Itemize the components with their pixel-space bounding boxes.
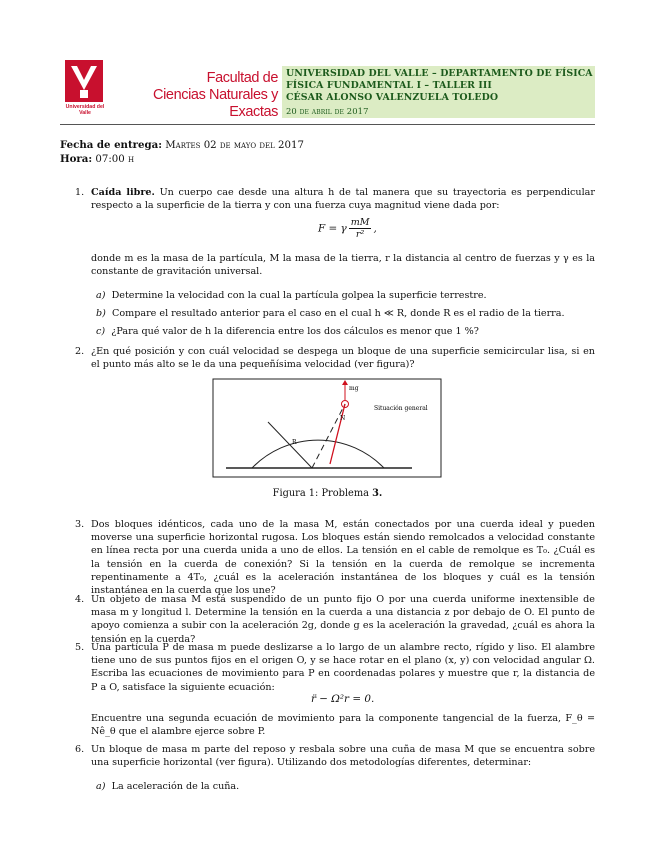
- equation-lhs: F = γ: [318, 222, 347, 235]
- problem-1-equation: [318, 217, 377, 240]
- problem-6-a-label: a): [96, 781, 106, 792]
- problem-1-c-text: ¿Para qué valor de h la diferencia entre los dos cálculos es menor que 1 %?: [111, 326, 479, 337]
- problem-6-a: [96, 780, 239, 793]
- faculty-line-2: Ciencias Naturales y Exactas: [153, 87, 278, 120]
- faculty-name: [110, 70, 278, 121]
- problem-2-number: 2.: [75, 346, 85, 357]
- header-course: FÍSICA FUNDAMENTAL I – TALLER III: [286, 80, 492, 92]
- problem-1-number: 1.: [75, 187, 85, 198]
- problem-6-text: Un bloque de masa m parte del reposo y resbala sobre una cuña de masa M que se encuentra sobre una superficie horizontal (ver figura). Utilizando dos metodologías diferentes, determinar:: [91, 744, 595, 769]
- problem-3-number: 3.: [75, 519, 85, 530]
- header-author: CÉSAR ALONSO VALENZUELA TOLEDO: [286, 92, 499, 104]
- time-unit: h: [128, 153, 135, 165]
- problem-5-equation: r̈ − Ω²r = 0.: [311, 693, 375, 705]
- figure-caption-prefix: Figura 1: Problema: [272, 488, 369, 499]
- header-rule: [60, 124, 595, 125]
- problem-6-a-text: La aceleración de la cuña.: [111, 781, 240, 792]
- problem-1-a: [96, 289, 487, 302]
- problem-1-b-text: Compare el resultado anterior para el caso en el cual h ≪ R, donde R es el radio de la tierra.: [112, 308, 565, 319]
- problem-1-title: Caída libre.: [91, 187, 155, 198]
- figure-caption-ref: 3.: [372, 488, 383, 499]
- header-lines: [286, 68, 596, 117]
- problem-5-after: Encuentre una segunda ecuación de movimiento para la componente tangencial de la fuerza, F_θ = Nê_θ que el alambre ejerce sobre P.: [91, 713, 595, 738]
- problem-5-number: 5.: [75, 642, 85, 653]
- problem-4-number: 4.: [75, 594, 85, 605]
- time-label: Hora:: [60, 152, 93, 165]
- semicircle-figure: [212, 378, 442, 478]
- label-n: N: [340, 415, 346, 422]
- problem-1-after: donde m es la masa de la partícula, M la masa de la tierra, r la distancia al centro de fuerzas y γ es la constante de gravitación universal.: [91, 253, 595, 278]
- time-value: 07:00: [95, 153, 125, 165]
- problem-1-c: [96, 325, 479, 338]
- faculty-line-1: Facultad de: [206, 70, 278, 86]
- equation-tail: ,: [373, 222, 377, 235]
- equation-numerator: mM: [350, 217, 370, 228]
- label-mg: mg: [349, 385, 359, 392]
- problem-3-text: Dos bloques idénticos, cada uno de la masa M, están conectados por una cuerda ideal y pueden moverse una superficie horizontal rugosa. Los bloques están siendo remolcados a velocidad constante en línea recta por una cuerda unida a uno de ellos. La tensión en el cable de remolque es T₀. ¿Cuál es la tensión en la cuerda de conexión? Si la tensión en la cuerda de remolque se incrementa repentinamente a 4T₀, ¿cuál es la aceleración instantánea de los bloques y cuál es la tensión instantánea en la cuerda que los une?: [91, 519, 595, 597]
- figure-caption: [0, 488, 655, 499]
- problem-1-text: Un cuerpo cae desde una altura h de tal manera que su trayectoria es perpendicular respecto a la superficie de la tierra y con una fuerza cuya magnitud viene dada por:: [91, 187, 595, 212]
- problem-1-b-label: b): [96, 308, 106, 319]
- problem-1-b: [96, 307, 565, 320]
- problem-5-text: Una partícula P de masa m puede deslizarse a lo largo de un alambre recto, rígido y liso. El alambre tiene uno de sus puntos fijos en el origen O, y se hace rotar en el plano (x, y) con velocidad angular Ω. Escriba las ecuaciones de movimiento para P en coordenadas polares y muestre que r, la distancia de P a O, satisface la siguiente ecuación:: [91, 642, 595, 693]
- delivery-label: Fecha de entrega:: [60, 139, 162, 151]
- problem-1-a-label: a): [96, 290, 106, 301]
- problem-6-number: 6.: [75, 744, 85, 755]
- header-date: 20 de abril de 2017: [286, 105, 369, 116]
- label-situation: Situación general: [374, 405, 428, 412]
- problem-1-a-text: Determine la velocidad con la cual la partícula golpea la superficie terrestre.: [111, 290, 487, 301]
- delivery-value: Martes 02 de mayo del 2017: [165, 140, 304, 151]
- problem-2-text: ¿En qué posición y con cuál velocidad se despega un bloque de una superficie semicircular lisa, si en el punto más alto se le da una pequeñísima velocidad (ver figura)?: [91, 346, 595, 371]
- problem-1-statement: [91, 186, 595, 212]
- logo-text: Universidad del Valle: [65, 104, 105, 116]
- delivery-info: [60, 139, 304, 166]
- label-r: R: [292, 439, 297, 446]
- problem-1-c-label: c): [96, 326, 106, 337]
- header-department: UNIVERSIDAD DEL VALLE – DEPARTAMENTO DE FÍSICA: [286, 68, 593, 79]
- problem-4-text: Un objeto de masa M está suspendido de un punto fijo O por una cuerda uniforme inextensible de masa m y longitud l. Determine la tensión en la cuerda a una distancia z por debajo de O. El punto de apoyo comienza a subir con la aceleración 2g, donde g es la aceleración la gravedad, ¿cuál es ahora la tensión en la cuerda?: [91, 594, 595, 645]
- equation-denominator: r²: [355, 229, 365, 240]
